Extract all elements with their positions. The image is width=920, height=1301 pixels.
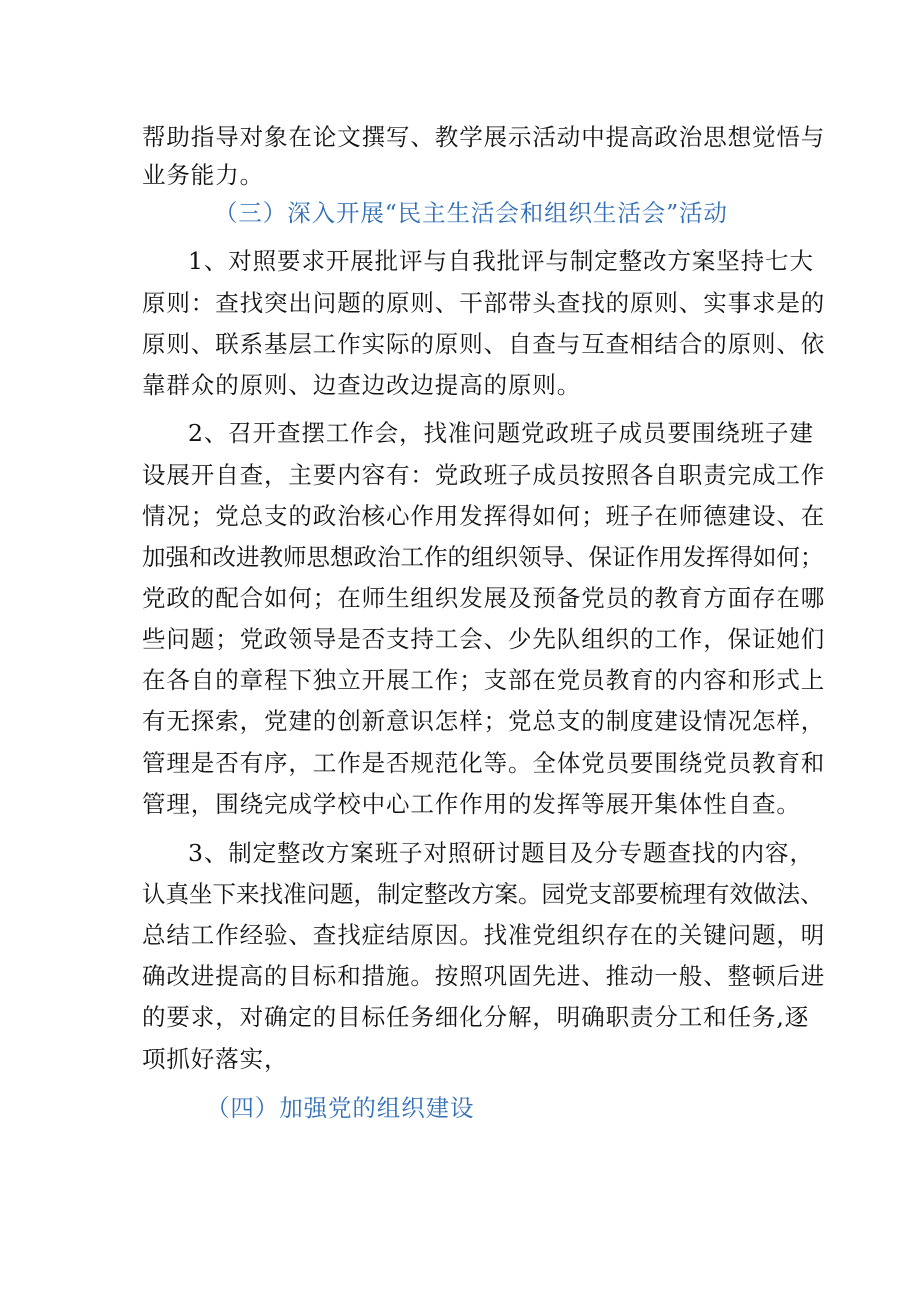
body-line-12: 党政的配合如何；在师生组织发展及预备党员的教育方面存在哪 [142,584,826,612]
body-line-23: 项抓好落实， [142,1045,289,1073]
body-line-22: 的要求，对确定的目标任务细化分解，明确职责分工和任务,逐 [142,1003,810,1031]
body-line-17: 管理，围绕完成学校中心工作作用的发挥等展开集体性自查。 [142,790,801,818]
body-line-14: 在各自的章程下独立开展工作；支部在党员教育的内容和形式上 [142,666,826,694]
body-line-19: 认真坐下来找准问题，制定整改方案。园党支部要梳理有效做法、 [142,880,824,908]
body-line-4: 1、对照要求开展批评与自我批评与制定整改方案坚持七大 [188,247,814,275]
body-line-21: 确改进提高的目标和措施。按照巩固先进、推动一般、整顿后进 [142,962,826,990]
section-heading-3: （三）深入开展“民主生活会和组织生活会”活动 [214,199,728,227]
body-line-1: 帮助指导对象在论文撰写、教学展示活动中提高政治思想觉悟与 [142,123,826,151]
body-line-5: 原则：查找突出问题的原则、干部带头查找的原则、实事求是的 [142,289,826,317]
body-line-20: 总结工作经验、查找症结原因。找准党组织存在的关键问题，明 [142,921,826,949]
body-line-16: 管理是否有序，工作是否规范化等。全体党员要围绕党员教育和 [142,749,826,777]
body-line-2: 业务能力。 [142,161,264,189]
body-line-18: 3、制定整改方案班子对照研讨题目及分专题查找的内容， [188,839,814,867]
section-heading-4: （四）加强党的组织建设 [206,1094,475,1122]
body-line-11: 加强和改进教师思想政治工作的组织领导、保证作用发挥得如何； [142,543,824,571]
body-line-9: 设展开自查，主要内容有：党政班子成员按照各自职责完成工作 [142,461,826,489]
body-line-8: 2、召开查摆工作会，找准问题党政班子成员要围绕班子建 [188,419,814,447]
body-line-13: 些问题；党政领导是否支持工会、少先队组织的工作，保证她们 [142,625,826,653]
body-line-6: 原则、联系基层工作实际的原则、自查与互查相结合的原则、依 [142,330,826,358]
body-line-15: 有无探索，党建的创新意识怎样；党总支的制度建设情况怎样， [142,707,826,735]
body-line-10: 情况；党总支的政治核心作用发挥得如何；班子在师德建设、在 [142,502,826,530]
body-line-7: 靠群众的原则、边查边改边提高的原则。 [142,371,582,399]
